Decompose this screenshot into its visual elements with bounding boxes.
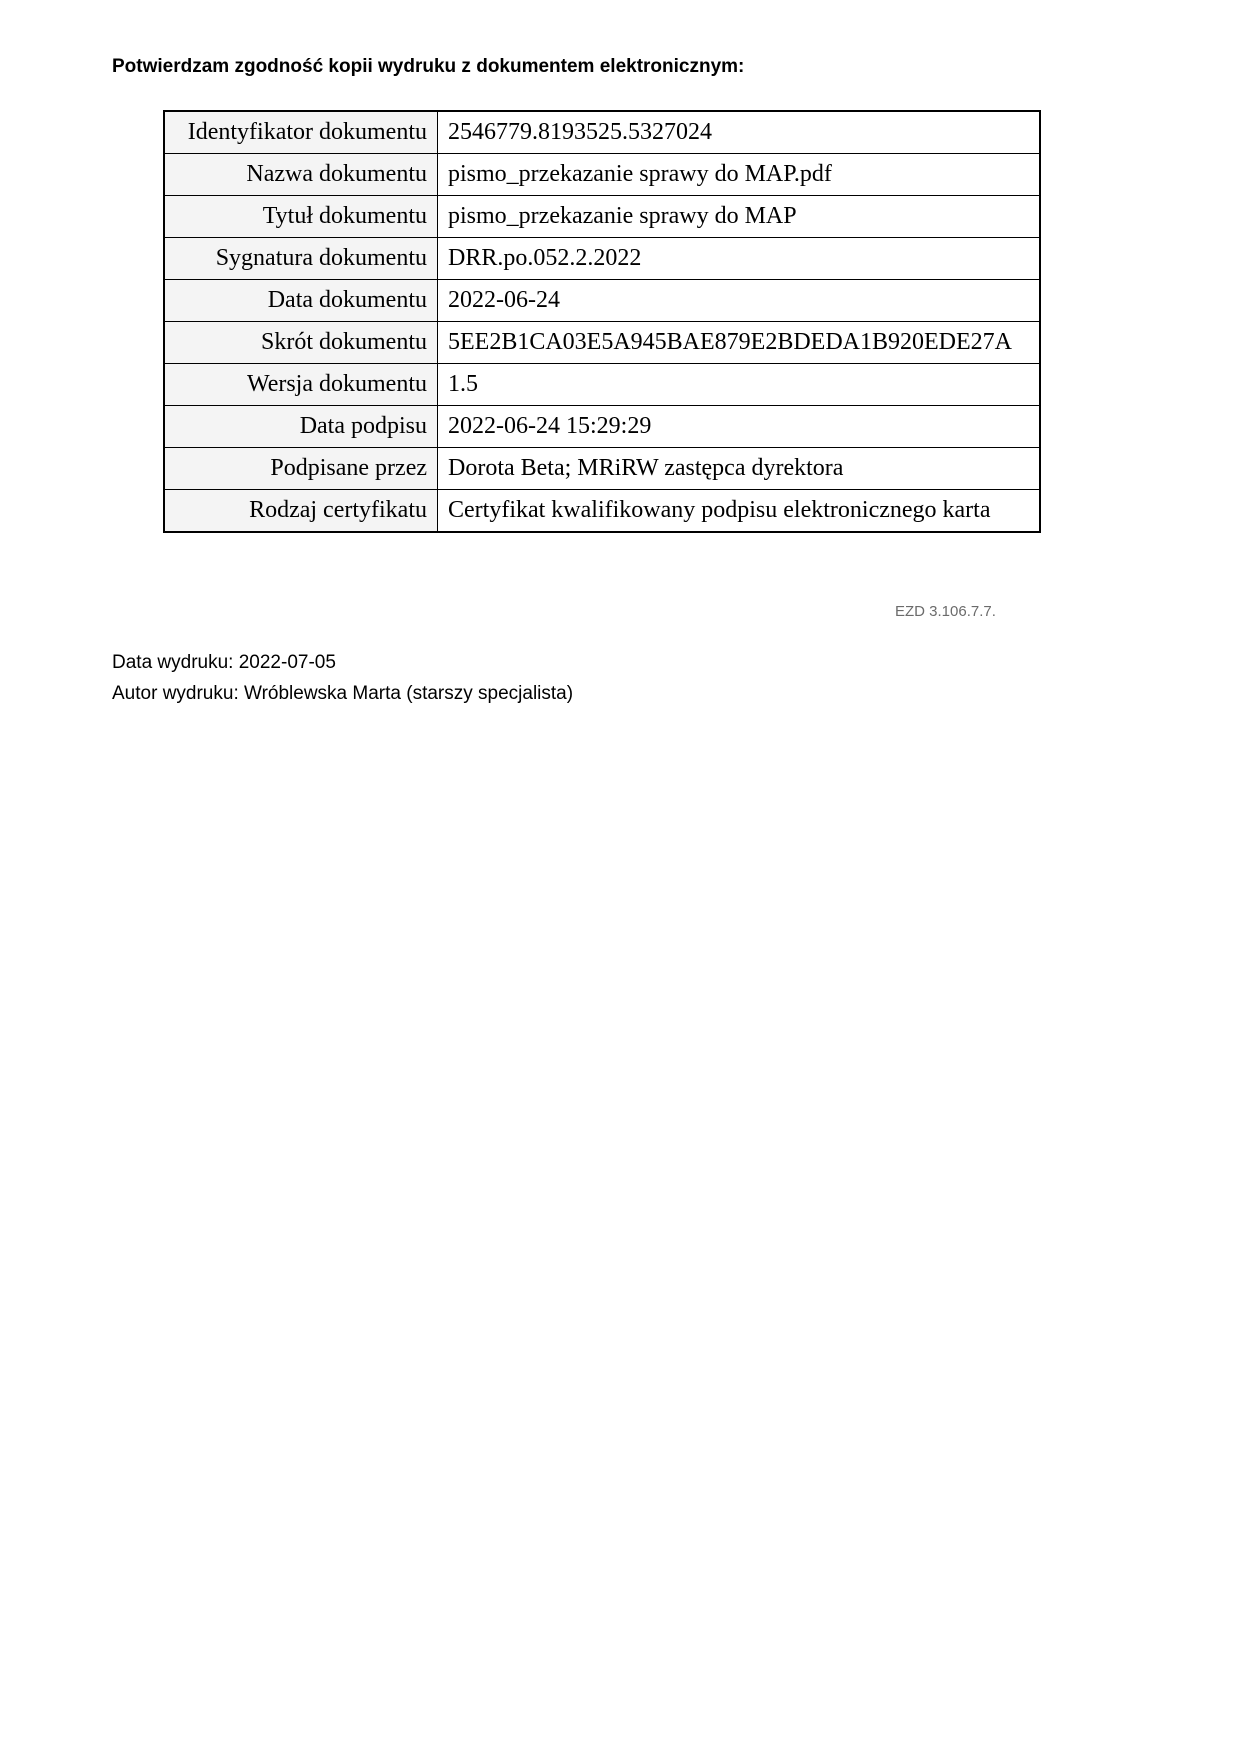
table-row [164, 406, 1040, 448]
row-value: DRR.po.052.2.2022 [438, 238, 1041, 280]
row-value: pismo_przekazanie sprawy do MAP [438, 196, 1041, 238]
row-label: Tytuł dokumentu [164, 196, 438, 238]
row-label: Sygnatura dokumentu [164, 238, 438, 280]
row-value: 1.5 [438, 364, 1041, 406]
table-row [164, 364, 1040, 406]
row-label: Skrót dokumentu [164, 322, 438, 364]
print-date: Data wydruku: 2022-07-05 [112, 652, 336, 673]
row-value: 2022-06-24 [438, 280, 1041, 322]
table-row [164, 322, 1040, 364]
document-info-table [163, 110, 1041, 533]
row-label: Data dokumentu [164, 280, 438, 322]
table-row [164, 448, 1040, 490]
row-label: Identyfikator dokumentu [164, 111, 438, 154]
row-label: Podpisane przez [164, 448, 438, 490]
print-author: Autor wydruku: Wróblewska Marta (starszy specjalista) [112, 683, 574, 704]
row-value: 5EE2B1CA03E5A945BAE879E2BDEDA1B920EDE27A [438, 322, 1041, 364]
table-row [164, 238, 1040, 280]
row-label: Data podpisu [164, 406, 438, 448]
table-row [164, 280, 1040, 322]
table-row [164, 154, 1040, 196]
confirmation-heading: Potwierdzam zgodność kopii wydruku z dokumentem elektronicznym: [112, 56, 745, 77]
row-value: pismo_przekazanie sprawy do MAP.pdf [438, 154, 1041, 196]
system-version: EZD 3.106.7.7. [895, 603, 996, 620]
row-value: 2022-06-24 15:29:29 [438, 406, 1041, 448]
row-label: Wersja dokumentu [164, 364, 438, 406]
row-value: Certyfikat kwalifikowany podpisu elektronicznego karta [438, 490, 1041, 533]
table-row [164, 111, 1040, 154]
table-row [164, 196, 1040, 238]
row-value: 2546779.8193525.5327024 [438, 111, 1041, 154]
table-row [164, 490, 1040, 533]
row-label: Nazwa dokumentu [164, 154, 438, 196]
row-label: Rodzaj certyfikatu [164, 490, 438, 533]
row-value: Dorota Beta; MRiRW zastępca dyrektora [438, 448, 1041, 490]
